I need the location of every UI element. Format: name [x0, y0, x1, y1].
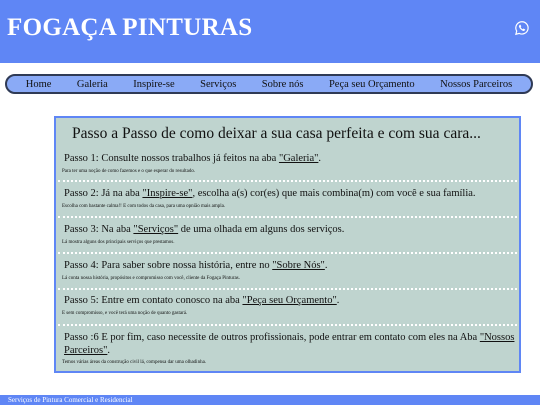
step-heading — [60, 260, 515, 273]
parceiros-link[interactable]: "Nossos Parceiros" — [64, 332, 515, 356]
step-text: Passo :6 E por fim, caso necessite de outros profissionais, pode entrar em contato com eles na Aba — [64, 332, 480, 343]
footer-text: Serviços de Pintura Comercial e Residencial — [8, 396, 133, 404]
divider — [58, 180, 517, 182]
step-heading — [60, 332, 515, 357]
step-item — [60, 332, 515, 366]
step-text: Passo 2: Já na aba — [64, 188, 143, 199]
galeria-link[interactable]: "Galeria" — [278, 153, 319, 164]
whatsapp-icon[interactable] — [514, 20, 530, 36]
steps-panel — [54, 116, 521, 373]
step-heading — [60, 295, 515, 308]
inspire-se-link[interactable]: "Inspire-se" — [142, 188, 193, 199]
sobre-nos-link[interactable]: "Sobre Nós" — [272, 260, 325, 271]
servicos-link[interactable]: "Serviços" — [133, 224, 179, 235]
divider — [58, 216, 517, 218]
step-text-end: de uma olhada em alguns dos serviços. — [178, 224, 345, 235]
divider — [58, 252, 517, 254]
nav-item-sobre-nos[interactable]: Sobre nós — [261, 78, 304, 90]
step-text: Passo 4: Para saber sobre nossa história, entre no — [64, 260, 273, 271]
step-note: Escolha com bastante calma!! E com todos da casa, para uma opnião mais ampla. — [62, 203, 226, 209]
step-text-end: . — [336, 295, 340, 306]
main-nav — [5, 74, 533, 94]
nav-item-inspire-se[interactable]: Inspire-se — [133, 78, 175, 90]
nav-item-galeria[interactable]: Galeria — [76, 78, 108, 90]
step-text-end: . — [318, 153, 322, 164]
nav-item-parceiros[interactable]: Nossos Parceiros — [440, 78, 513, 90]
step-text-end: , escolha a(s) cor(es) que mais combina(m) com você e sua família. — [192, 188, 476, 199]
step-item — [60, 260, 515, 282]
step-item — [60, 295, 515, 317]
nav-item-servicos[interactable]: Serviços — [200, 78, 237, 90]
step-note: Temos várias áreas da construção civil lá, compensa dar uma olhadinha. — [62, 360, 207, 365]
nav-item-orcamento[interactable]: Peça seu Orçamento — [328, 78, 415, 90]
step-item — [60, 224, 515, 246]
step-note: E sem compromisso, e você terá uma noção de quanto gastará. — [62, 310, 188, 316]
divider — [58, 288, 517, 290]
step-heading — [60, 188, 515, 201]
footer — [0, 395, 540, 405]
brand-title[interactable]: FOGAÇA PINTURAS — [7, 14, 253, 41]
orcamento-link[interactable]: "Peça seu Orçamento" — [242, 295, 337, 306]
step-note: Para ter uma noção de como fazemos e o que esperar do resultado. — [62, 168, 196, 174]
page-title: Passo a Passo de como deixar a sua casa perfeita e com sua cara... — [72, 125, 481, 142]
header — [0, 0, 540, 63]
step-item — [60, 188, 515, 210]
step-text: Passo 5: Entre em contato conosco na aba — [64, 295, 243, 306]
step-item — [60, 153, 515, 175]
nav-item-home[interactable]: Home — [25, 78, 52, 90]
step-text: Passo 1: Consulte nossos trabalhos já feitos na aba — [64, 153, 279, 164]
divider — [58, 324, 517, 326]
step-text-end: . — [107, 344, 110, 356]
step-note: Lá conta nossa história, propósitos e compromisso com você, cliente da Fogaça Pinturas. — [62, 275, 240, 281]
step-heading — [60, 224, 515, 237]
step-text: Passo 3: Na aba — [64, 224, 134, 235]
step-heading — [60, 153, 515, 166]
step-text-end: . — [324, 260, 328, 271]
step-note: Lá mostra alguns dos principais serviços que prestamos. — [62, 239, 175, 245]
